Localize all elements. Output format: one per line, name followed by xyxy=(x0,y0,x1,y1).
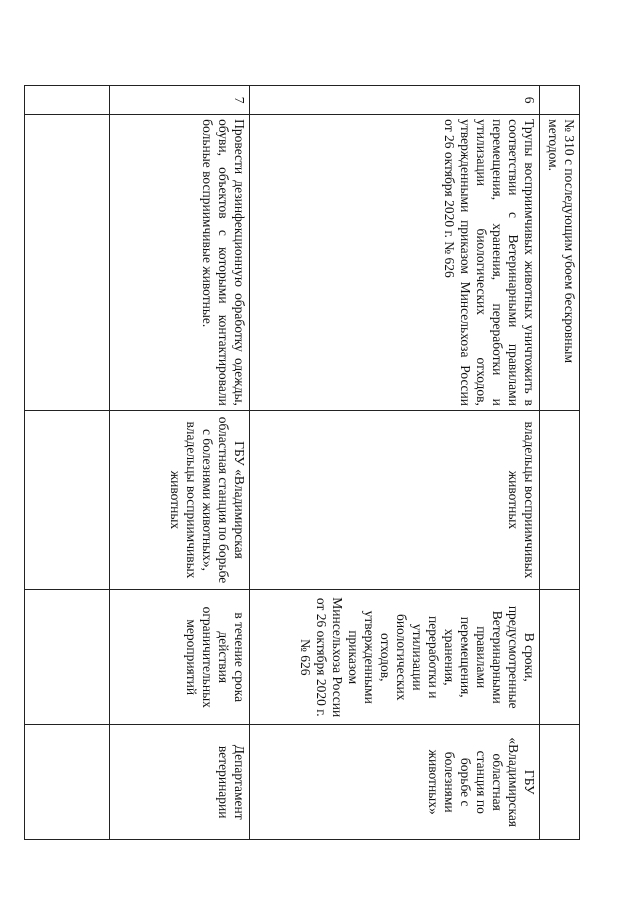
cell-control: Департамент ветеринарии xyxy=(110,725,250,840)
cell-term xyxy=(540,590,580,725)
cell-control xyxy=(25,725,110,840)
cell-number xyxy=(540,86,580,115)
responsible-line-2: владельцы восприимчивых животных xyxy=(168,421,199,579)
cell-number xyxy=(25,86,110,115)
cell-control xyxy=(540,725,580,840)
responsible-line-1: ГБУ «Владимирская областная станция по борьбе с болезнями животных», xyxy=(200,416,247,584)
cell-control: ГБУ «Владимирская областная станция по борьбе с болезнями животных» xyxy=(250,725,540,840)
cell-number: 6 xyxy=(250,86,540,115)
table-row xyxy=(250,86,540,840)
table-row xyxy=(110,86,250,840)
cell-term: В сроки, предусмотренные Ветеринарными правилами перемещения, хранения, переработки и утилизации биологических отходов, утвержденными приказом Минсельхоза России от 26 октября 2020 г. № 626 xyxy=(250,590,540,725)
cell-term: в течение срока действия ограничительных мероприятий xyxy=(110,590,250,725)
cell-responsible xyxy=(110,410,250,589)
cell-responsible xyxy=(540,410,580,589)
cell-action: Трупы восприимчивых животных уничтожить в соответствии с Ветеринарными правилами перемещения, хранения, переработки и утилизации биологических отходов, утвержденными приказом Минсельхоза России от 26 октября 2020 г. № 626 xyxy=(250,115,540,411)
cell-number: 7 xyxy=(110,86,250,115)
cell-responsible: владельцы восприимчивых животных xyxy=(250,410,540,589)
table-row-empty xyxy=(25,86,110,840)
cell-action: № 310 с последующим убоем бескровным методом. xyxy=(540,115,580,411)
cell-action: Провести дезинфекционную обработку одежды, обуви, объектов с которыми контактировали больные восприимчивые животные. xyxy=(110,115,250,411)
cell-action xyxy=(25,115,110,411)
cell-term xyxy=(25,590,110,725)
cell-responsible xyxy=(25,410,110,589)
table-row-continuation xyxy=(540,86,580,840)
measures-table xyxy=(24,85,580,840)
